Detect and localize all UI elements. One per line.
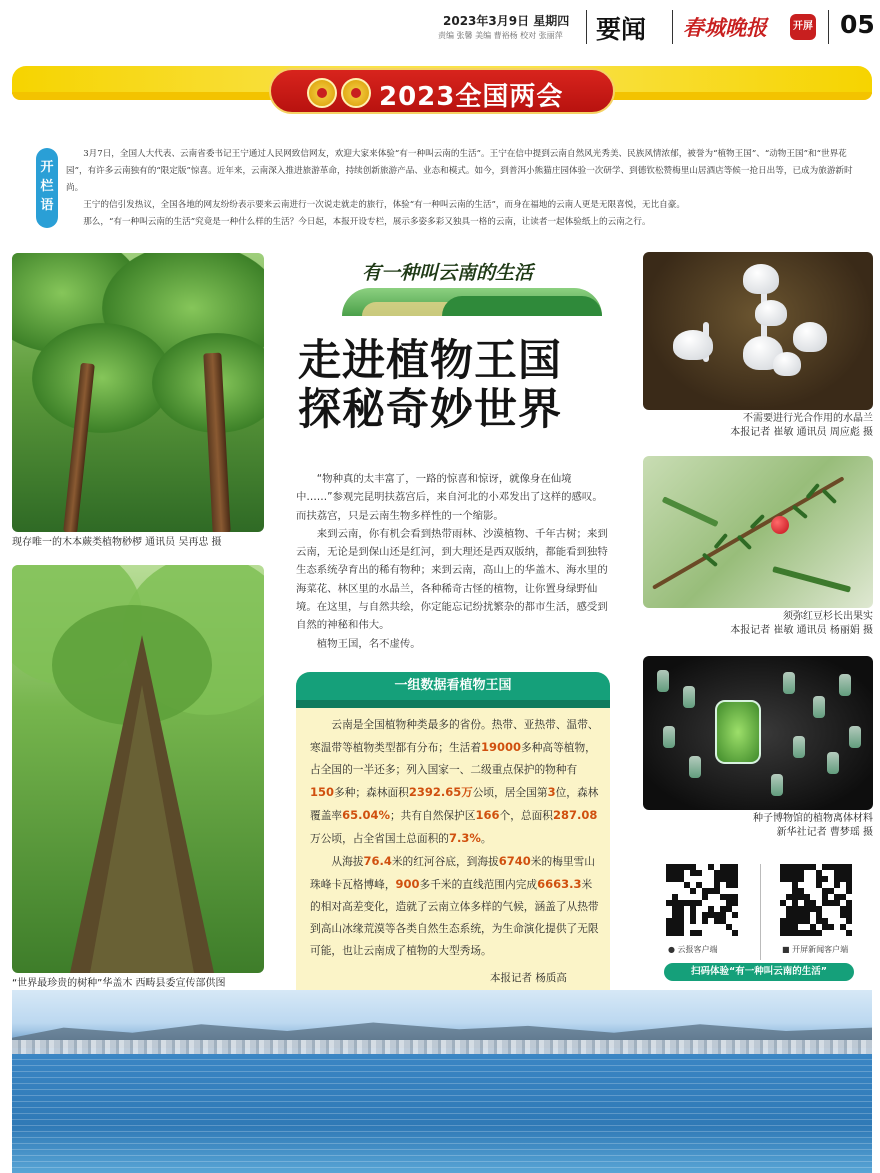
masthead-divider [672, 10, 673, 44]
article-paragraph: 植物王国，名不虚传。 [316, 637, 421, 650]
article-body [296, 470, 612, 653]
fern-caption: 现存唯一的木本蕨类植物桫椤 通讯员 吴再忠 摄 [12, 537, 222, 548]
headline [298, 337, 618, 435]
article-paragraph: “物种真的太丰富了，一路的惊喜和惊讶，就像身在仙境中……”参观完昆明扶荔宫后，来自河北的小邓发出了这样的感叹。而扶荔宫，只是云南生物多样性的一个缩影。 [296, 473, 603, 522]
page-number: 05 [840, 10, 875, 39]
intro-tag: 开栏语 [36, 148, 58, 228]
crystal-caption: 不需要进行光合作用的水晶兰 本报记者 崔敏 通讯员 周应彪 摄 [730, 413, 873, 438]
headline-line: 探秘奇妙世界 [298, 385, 562, 435]
tree-fern-photo [12, 253, 264, 532]
banner-title: 2023全国两会 [379, 82, 564, 112]
intro-text [66, 146, 854, 231]
editor-staff: 责编 张馨 美编 曹裕杨 校对 张丽萍 [438, 31, 563, 40]
newspaper-name: 春城晚报 [683, 15, 767, 40]
yew-berry-photo [643, 456, 873, 608]
kaiping-app-label: ■ 开屏新闻客户端 [782, 945, 849, 954]
data-box-text [310, 714, 600, 962]
erhai-lake-photo [12, 990, 872, 1173]
issue-date: 2023年3月9日 星期四 [443, 14, 570, 28]
section-name: 要闻 [596, 15, 647, 44]
cppcc-emblem-icon [341, 78, 371, 108]
kaiping-app-qr-code[interactable] [780, 864, 852, 936]
kaiping-logo-icon: 开屏 [790, 14, 816, 40]
data-box [296, 672, 610, 990]
red-berry [771, 516, 789, 534]
scan-cta-button[interactable]: 扫码体验“有一种叫云南的生活” [664, 963, 854, 981]
masthead-divider [828, 10, 829, 44]
yunbao-app-label: ● 云报客户端 [668, 945, 718, 954]
seed-museum-photo [643, 656, 873, 810]
two-sessions-banner [12, 66, 872, 116]
specimen-jar [715, 700, 761, 764]
huagaimu-tree-photo [12, 565, 264, 973]
article-paragraph: 来到云南，你有机会看到热带雨林、沙漠植物、千年古树；来到云南，无论是到保山还是红河，到大理还是西双版纳，都能看到独特生态系统孕育出的稀有物种；来到云南，高山上的华盖木、海水里的海菜花、林区里的水晶兰，各种稀奇古怪的植物，让你置身绿野仙境。在这里，与自然共绘，你定能忘记纷扰繁杂的都市生活，感受到自然的神秘和伟大。 [296, 527, 608, 632]
banner-red-plate [269, 68, 615, 114]
crystal-orchid-photo [643, 252, 873, 410]
article-byline: 本报记者 杨质高 [490, 972, 567, 984]
intro-paragraph: 那么，“有一种叫云南的生活”究竟是一种什么样的生活？今日起，本报开设专栏，展示多姿多彩又独具一格的云南，让读者一起体验纸上的云南之行。 [83, 217, 651, 227]
column-intro [36, 146, 856, 232]
data-box-heading: 一组数据看植物王国 [296, 672, 610, 700]
seeds-caption: 种子博物馆的植物离体材料 新华社记者 曹梦瑶 摄 [753, 813, 873, 838]
bigtree-caption: “世界最珍贵的树种”华盖木 西畴县委宣传部供图 [12, 978, 226, 989]
intro-paragraph: 王宁的信引发热议，全国各地的网友纷纷表示要来云南进行一次说走就走的旅行，体验“有一种叫云南的生活”，而身在福地的云南人更是无限喜悦，无比自豪。 [83, 200, 685, 210]
yunbao-app-qr-code[interactable] [666, 864, 738, 936]
data-paragraph: 云南是全国植物种类最多的省份。热带、亚热带、温带、寒温带等植物类型都有分布；生活着19000多种高等植物，占全国的一半还多；列入国家一、二级重点保护的物种有150多种；森林面积2392.65万公顷，居全国第3位，森林覆盖率65.04%；共有自然保护区166个，总面积287.08万公顷，占全省国土总面积的7.3%。 [310, 718, 599, 845]
column-logo [322, 258, 607, 320]
national-emblem-icon [307, 78, 337, 108]
masthead [0, 0, 880, 58]
intro-paragraph: 3月7日，全国人大代表、云南省委书记王宁通过人民网致信网友，欢迎大家来体验“有一种叫云南的生活”。王宁在信中提到云南自然风光秀美、民族风情浓郁，被誉为“植物王国”、“动物王国”和“世界花园”，有许多云南独有的“限定版”惊喜。近年来，云南深入推进旅游革命，持续创新旅游产品、业态和模式。如今，到普洱小熊猫庄园体验一次研学、到德钦松赞梅里山居酒店等候一抢日出等，已成为旅游新时尚。 [66, 149, 853, 193]
headline-line: 走进植物王国 [298, 336, 562, 386]
masthead-divider [586, 10, 587, 44]
column-logo-text: 有一种叫云南的生活 [362, 262, 534, 284]
yew-caption: 须弥红豆杉长出果实 本报记者 崔敏 通讯员 杨丽娟 摄 [730, 611, 873, 636]
data-paragraph: 从海拔76.4米的红河谷底，到海拔6740米的梅里雪山珠峰卡瓦格博峰，900多千米的直线范围内完成6663.3米的相对高差变化，造就了云南立体多样的气候，涵盖了从热带到高山冰缘荒漠等各类自然生态系统，为生命演化提供了无限可能，也让云南成了植物的大型秀场。 [310, 854, 599, 957]
